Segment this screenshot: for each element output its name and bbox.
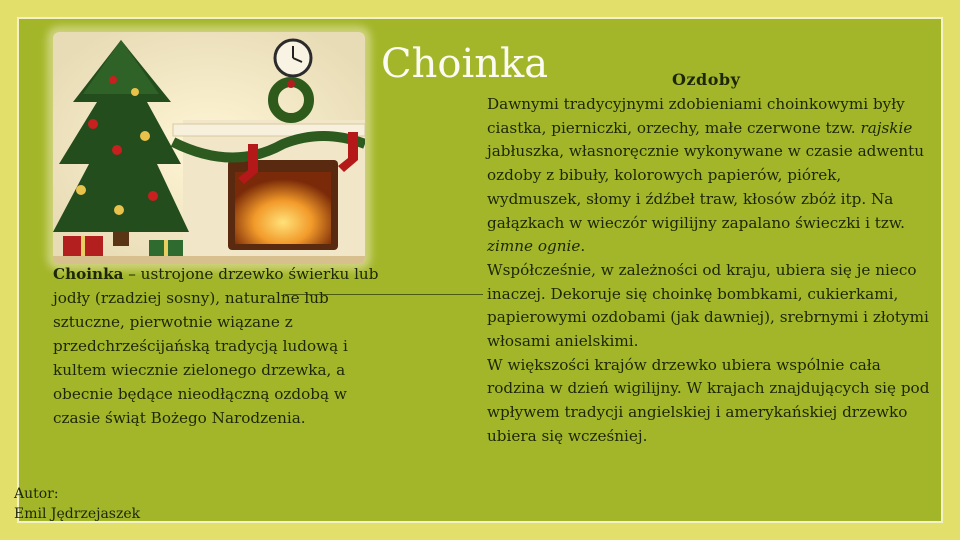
- author-name: Emil Jędrzejaszek: [14, 506, 141, 522]
- ornaments-paragraph-1: [487, 93, 935, 259]
- christmas-tree-photo: [53, 32, 365, 264]
- definition-term: Choinka: [53, 265, 124, 283]
- ornaments-paragraph-3: W większości krajów drzewko ubiera wspólnie cała rodzina w dzień wigilijny. W krajach znajdujących się pod wpływem tradycji angielskiej i amerykańskiej drzewko ubiera się wcześniej.: [487, 355, 930, 445]
- definition-text: [53, 262, 383, 430]
- christmas-tree-fireplace-illustration: [53, 32, 365, 264]
- author-block: [14, 484, 140, 524]
- p1-part-e: .: [580, 237, 586, 256]
- p1-part-a: Dawnymi tradycyjnymi zdobieniami choinkowymi były ciastka, pierniczki, orzechy, małe czerwone tzw.: [487, 95, 905, 137]
- ornaments-paragraph-2: Współcześnie, w zależności od kraju, ubiera się je nieco inaczej. Dekoruje się choinkę bombkami, cukierkami, papierowymi ozdobami (jak dawniej), srebrnymi i złotymi włosami anielskimi.: [487, 260, 929, 351]
- ornaments-text: [487, 93, 935, 449]
- definition-paragraph: [53, 262, 383, 430]
- p1-italic-zimne-ognie: zimne ognie: [487, 237, 581, 256]
- author-label: Autor:: [14, 486, 59, 502]
- slide-title: Choinka: [381, 41, 549, 87]
- section-subtitle: Ozdoby: [672, 70, 741, 89]
- p1-part-c: jabłuszka, własnoręcznie wykonywane w czasie adwentu ozdoby z bibuły, kolorowych papierów, piórek, wydmuszek, słomy i źdźbeł traw, kłosów zbóż itp. Na gałązkach w wieczór wigilijny zapalano świeczki i tzw.: [487, 142, 925, 232]
- p1-italic-rajskie: rajskie: [860, 118, 913, 137]
- definition-body: – ustrojone drzewko świerku lub jodły (rzadziej sosny), naturalne lub sztuczne, pierwotnie wiązane z przedchrześcijańską tradycją ludową i kultem wiecznie zielonego drzewka, a obecnie będące nieodłączną ozdobą w czasie świąt Bożego Narodzenia.: [53, 265, 379, 427]
